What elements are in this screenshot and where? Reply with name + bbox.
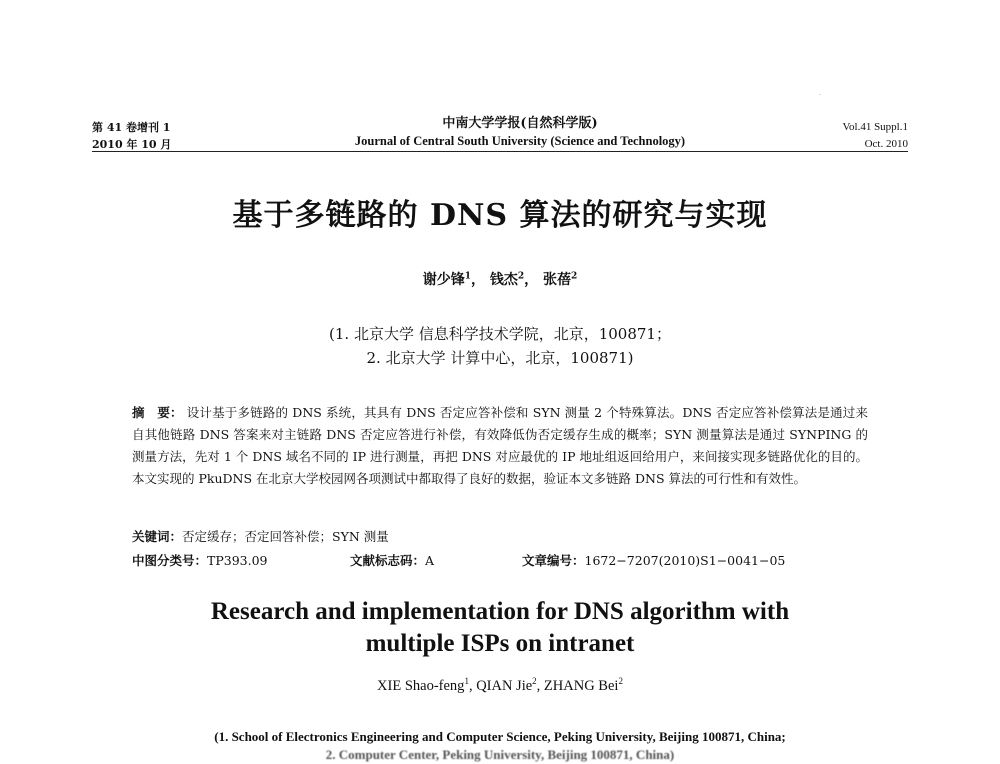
affiliations-cn bbox=[0, 322, 1000, 370]
keywords-label: 关键词： bbox=[132, 529, 183, 544]
abstract-text: 设计基于多链路的 DNS 系统，其具有 DNS 否定应答补偿和 SYN 测量 2 个特殊算法。DNS 否定应答补偿算法是通过来自其他链路 DNS 答案来对主链路 DNS 否定应答进行补偿，有效降低伪否定缓存生成的概率；SYN 测量算法是通过 SYNPING 的测量方法，先对 1 个 DNS 域名不同的 IP 进行测量，再把 DNS 对应最优的 IP 地址组返回给用户，来间接实现多链路优化的目的。本文实现的 PkuDNS 在北京大学校园网各项测试中都取得了良好的数据，验证本文多链路 DNS 算法的可行性和有效性。 bbox=[132, 405, 868, 486]
author-name-en: QIAN Jie bbox=[476, 677, 533, 694]
journal-name bbox=[300, 115, 740, 150]
issue-date-en: Oct. 2010 bbox=[864, 138, 908, 150]
volume-issue-en: Vol.41 Suppl.1 bbox=[842, 121, 908, 133]
clc-number bbox=[132, 551, 268, 569]
author-affiliation-mark: 2 bbox=[517, 271, 525, 282]
header-rule bbox=[92, 151, 908, 152]
affiliations-en bbox=[0, 728, 1000, 764]
paper-title-en bbox=[0, 596, 1000, 660]
document-code bbox=[350, 551, 434, 569]
affiliation-line: 2. 北京大学 计算中心，北京，100871) bbox=[366, 349, 634, 367]
author-name: 张蓓 bbox=[543, 272, 571, 288]
author-list-en: XIE Shao-feng$^1$, QIAN Jie$^2$, ZHANG Bei$^2$ bbox=[377, 676, 623, 694]
doc-value: A bbox=[425, 553, 435, 568]
journal-name-en: Journal of Central South University (Science and Technology) bbox=[354, 134, 686, 148]
article-id bbox=[522, 551, 785, 569]
volume-issue: 第 41 卷增刊 1 bbox=[92, 121, 171, 134]
clc-value: TP393.09 bbox=[207, 553, 268, 568]
title-en-line: Research and implementation for DNS algorithm with bbox=[210, 598, 790, 625]
author-affiliation-mark: 2 bbox=[618, 676, 623, 686]
abstract-label: 摘 要： bbox=[132, 405, 183, 420]
title-en-line: multiple ISPs on intranet bbox=[365, 630, 635, 657]
abstract-cn bbox=[132, 402, 868, 490]
author-affiliation-mark: 2 bbox=[571, 271, 578, 282]
affiliation-line-en: 2. Computer Center, Peking University, Beijing 100871, China) bbox=[325, 747, 675, 762]
keywords-text: 否定缓存；否定回答补偿；SYN 测量 bbox=[182, 529, 389, 544]
issue-info-en bbox=[842, 119, 908, 153]
author-name: 钱杰 bbox=[489, 272, 518, 288]
article-label: 文章编号： bbox=[522, 553, 585, 568]
affiliation-line: (1. 北京大学 信息科学技术学院，北京，100871； bbox=[329, 325, 671, 343]
paper-title-cn: 基于多链路的 DNS 算法的研究与实现 bbox=[232, 198, 768, 233]
author-name-en: XIE Shao-feng bbox=[377, 677, 465, 694]
author-affiliation-mark: 2 bbox=[532, 676, 537, 686]
affiliation-line-en: (1. School of Electronics Engineering and Computer Science, Peking University, Beijing 100871, China; bbox=[214, 729, 786, 744]
issue-date: 2010 年 10 月 bbox=[92, 138, 172, 151]
author-affiliation-mark: 1 bbox=[464, 676, 469, 686]
scan-speck: · bbox=[819, 92, 821, 99]
author-name: 谢少锋 bbox=[422, 272, 465, 288]
issue-info bbox=[92, 119, 171, 153]
journal-name-cn: 中南大学学报(自然科学版) bbox=[442, 116, 598, 131]
author-list-cn: 谢少锋$^1$， 钱杰$^2$， 张蓓$^2$ bbox=[422, 271, 578, 288]
author-affiliation-mark: 1 bbox=[464, 271, 471, 282]
author-name-en: ZHANG Bei bbox=[543, 677, 619, 694]
keywords-cn bbox=[132, 527, 389, 545]
doc-label: 文献标志码： bbox=[350, 553, 426, 568]
article-value: 1672−7207(2010)S1−0041−05 bbox=[584, 553, 786, 568]
clc-label: 中图分类号： bbox=[132, 553, 208, 568]
